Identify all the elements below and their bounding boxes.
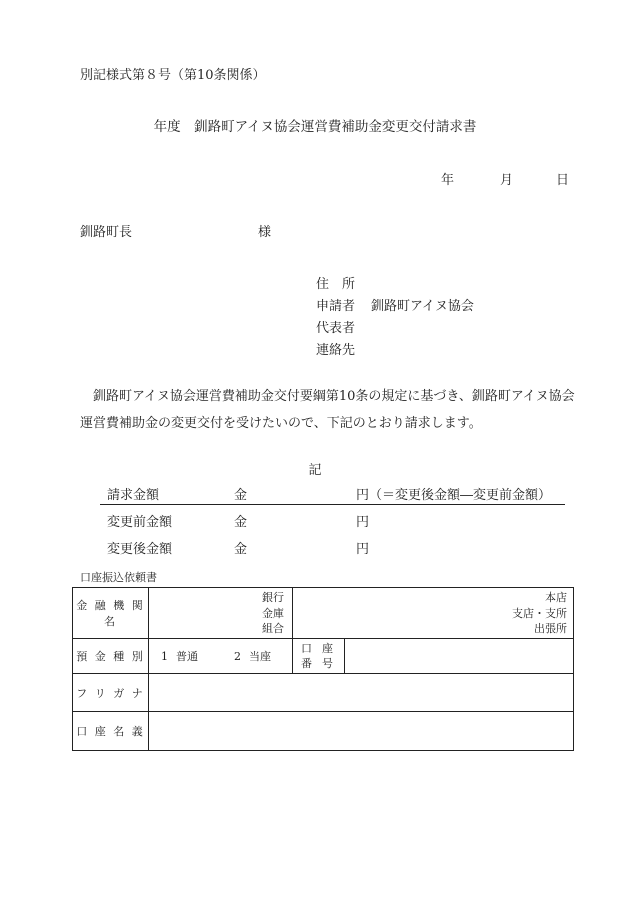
- contact-label: 連絡先: [316, 343, 356, 358]
- representative-label: 代表者: [316, 321, 356, 336]
- deposit-option1-number: 1: [161, 649, 168, 663]
- amount-label-request: 請求金額: [107, 488, 160, 503]
- deposit-row: [73, 639, 574, 674]
- branch-type-head: 本店: [545, 591, 567, 604]
- bank-account-table: [72, 587, 574, 751]
- account-label-char: 番: [301, 657, 312, 670]
- deposit-option2-number: 2: [234, 649, 241, 663]
- account-label-char: 口: [301, 642, 312, 655]
- deposit-type-label: 預 金 種 別: [73, 639, 149, 674]
- institution-type-kumiai: 組合: [262, 622, 284, 635]
- amount-label-before: 変更前金額: [107, 515, 173, 530]
- deposit-option-ordinary[interactable]: 普通: [176, 650, 198, 663]
- institution-row: [73, 588, 574, 639]
- amount-kin-before: 金: [234, 515, 248, 530]
- branch-type-branch: 支店・支所: [512, 606, 567, 620]
- date-month-label: 月: [500, 173, 514, 188]
- amount-kin-request: 金: [234, 488, 248, 503]
- transfer-request-title: 口座振込依頼書: [80, 571, 157, 584]
- date-year-label: 年: [441, 173, 455, 188]
- institution-name-cell[interactable]: [149, 588, 293, 639]
- document-title: 年度 釧路町アイヌ協会運営費補助金変更交付請求書: [153, 119, 477, 135]
- institution-type-bank: 銀行: [262, 591, 284, 604]
- applicant-label: 申請者: [316, 299, 356, 314]
- addressee-honorific: 様: [258, 225, 272, 240]
- address-label: 住 所: [316, 277, 356, 292]
- request-amount-underline: [100, 504, 565, 505]
- date-day-label: 日: [556, 173, 570, 188]
- furigana-label: フ リ ガ ナ: [73, 674, 149, 712]
- applicant-value: 釧路町アイヌ協会: [371, 299, 474, 314]
- account-label-char: 座: [322, 642, 333, 655]
- branch-type-office: 出張所: [534, 622, 567, 635]
- account-holder-field[interactable]: [149, 712, 574, 751]
- deposit-option-checking[interactable]: 当座: [249, 650, 271, 663]
- request-body-text: 釧路町アイヌ協会運営費補助金交付要綱第10条の規定に基づき、釧路町アイヌ協会運営費補助金の変更交付を受けたいので、下記のとおり請求します。: [80, 389, 575, 431]
- amount-yen-request: 円（＝変更後金額―変更前金額）: [356, 488, 552, 503]
- furigana-field[interactable]: [149, 674, 574, 712]
- institution-label: 金 融 機 関 名: [73, 588, 149, 639]
- amount-kin-after: 金: [234, 542, 248, 557]
- amount-yen-before: 円: [356, 515, 370, 530]
- ki-heading: 記: [308, 463, 322, 478]
- institution-type-shinkin: 金庫: [262, 606, 284, 620]
- holder-row: [73, 712, 574, 751]
- deposit-type-cell[interactable]: [149, 639, 293, 674]
- account-number-field[interactable]: [345, 639, 574, 674]
- amount-yen-after: 円: [356, 542, 370, 557]
- amount-label-after: 変更後金額: [107, 542, 173, 557]
- account-number-label: [293, 639, 345, 674]
- account-holder-label: 口 座 名 義: [73, 712, 149, 751]
- account-label-char: 号: [322, 657, 333, 670]
- branch-name-cell[interactable]: [293, 588, 574, 639]
- form-number: 別記様式第８号（第10条関係）: [80, 68, 266, 83]
- furigana-row: [73, 674, 574, 712]
- addressee-name: 釧路町長: [80, 225, 133, 240]
